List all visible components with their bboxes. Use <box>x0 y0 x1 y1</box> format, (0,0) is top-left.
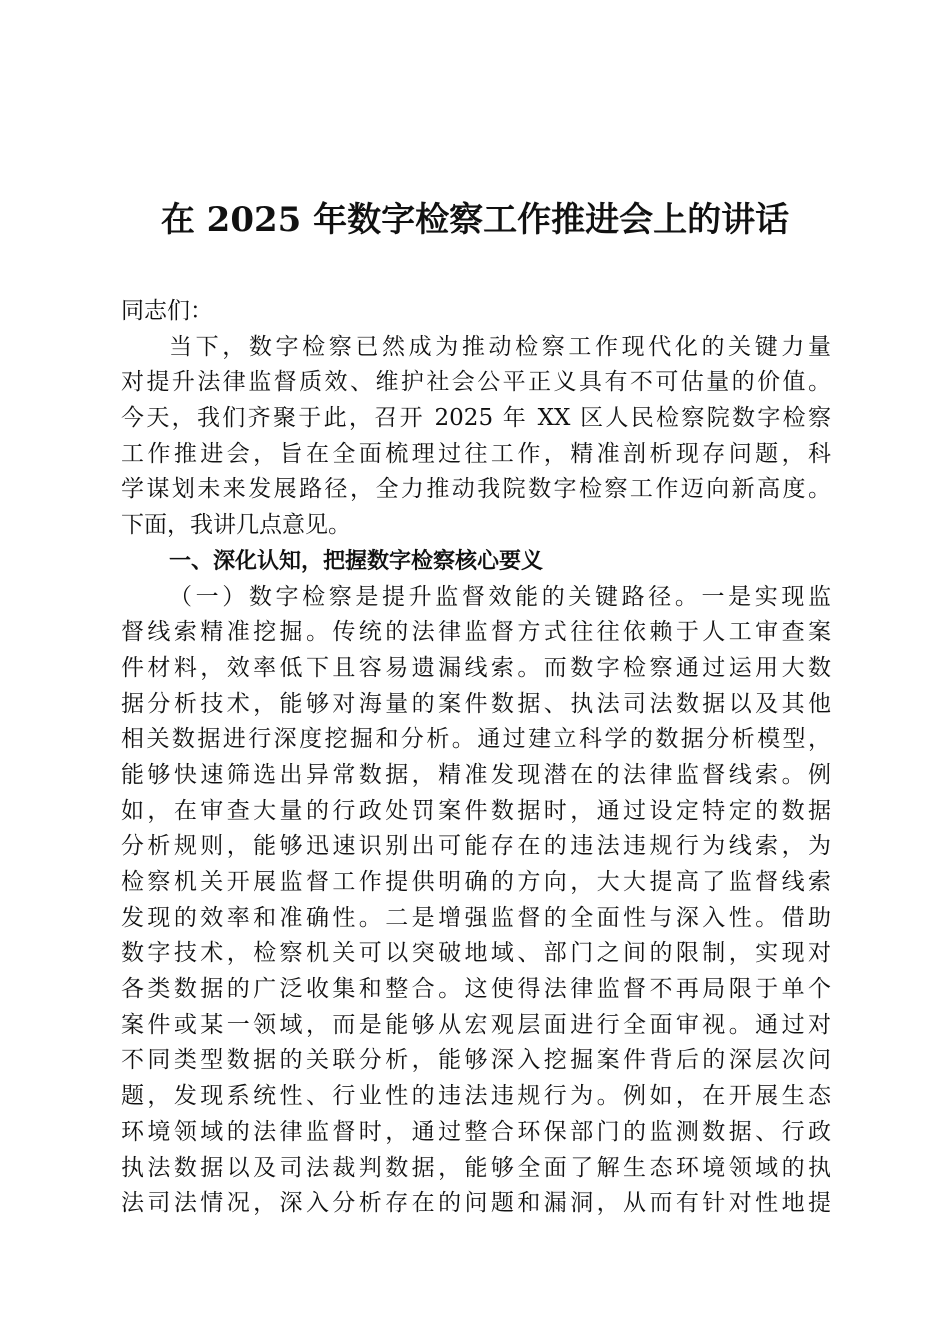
paragraph-line: 件材料，效率低下且容易遗漏线索。而数字检察通过运用大数 <box>121 654 831 681</box>
paragraph-line: 督线索精准挖掘。传统的法律监督方式往往依赖于人工审查案 <box>121 619 831 646</box>
paragraph-line: 当下，数字检察已然成为推动检察工作现代化的关键力量 <box>169 333 831 360</box>
paragraph-line: 数字技术，检察机关可以突破地域、部门之间的限制，实现对 <box>121 940 831 967</box>
paragraph-line: 能够快速筛选出异常数据，精准发现潜在的法律监督线索。例 <box>121 761 831 788</box>
paragraph-line: 各类数据的广泛收集和整合。这使得法律监督不再局限于单个 <box>121 976 831 1003</box>
paragraph-line: 工作推进会，旨在全面梳理过往工作，精准剖析现存问题，科 <box>121 440 831 467</box>
paragraph-line: 执法数据以及司法裁判数据，能够全面了解生态环境领域的执 <box>121 1154 831 1181</box>
paragraph-line: 题，发现系统性、行业性的违法违规行为。例如，在开展生态 <box>121 1083 831 1110</box>
paragraph-line: 下面，我讲几点意见。 <box>121 512 351 539</box>
paragraph-line: 法司法情况，深入分析存在的问题和漏洞，从而有针对性地提 <box>121 1190 831 1217</box>
paragraph-line: 发现的效率和准确性。二是增强监督的全面性与深入性。借助 <box>121 904 831 931</box>
paragraph-line: 案件或某一领域，而是能够从宏观层面进行全面审视。通过对 <box>121 1011 831 1038</box>
paragraph-line: 环境领域的法律监督时，通过整合环保部门的监测数据、行政 <box>121 1118 831 1145</box>
document-body <box>121 294 831 1222</box>
paragraph-line: 如，在审查大量的行政处罚案件数据时，通过设定特定的数据 <box>121 797 831 824</box>
section-heading: 一、深化认知，把握数字检察核心要义 <box>169 548 544 574</box>
salutation: 同志们： <box>121 298 213 324</box>
paragraph-line: 学谋划未来发展路径，全力推动我院数字检察工作迈向新高度。 <box>121 476 831 503</box>
document-title: 在 2025 年数字检察工作推进会上的讲话 <box>160 200 790 240</box>
paragraph-line: 检察机关开展监督工作提供明确的方向，大大提高了监督线索 <box>121 869 831 895</box>
paragraph-line: 相关数据进行深度挖掘和分析。通过建立科学的数据分析模型， <box>121 726 831 753</box>
paragraph-line: 今天，我们齐聚于此，召开 2025 年 XX 区人民检察院数字检察 <box>121 405 831 432</box>
paragraph-line: 据分析技术，能够对海量的案件数据、执法司法数据以及其他 <box>121 690 831 717</box>
paragraph-line: （一）数字检察是提升监督效能的关键路径。一是实现监 <box>169 583 831 610</box>
paragraph-line: 对提升法律监督质效、维护社会公平正义具有不可估量的价值。 <box>121 369 831 396</box>
paragraph-line: 分析规则，能够迅速识别出可能存在的违法违规行为线索，为 <box>121 833 831 860</box>
paragraph-line: 不同类型数据的关联分析，能够深入挖掘案件背后的深层次问 <box>121 1047 831 1074</box>
